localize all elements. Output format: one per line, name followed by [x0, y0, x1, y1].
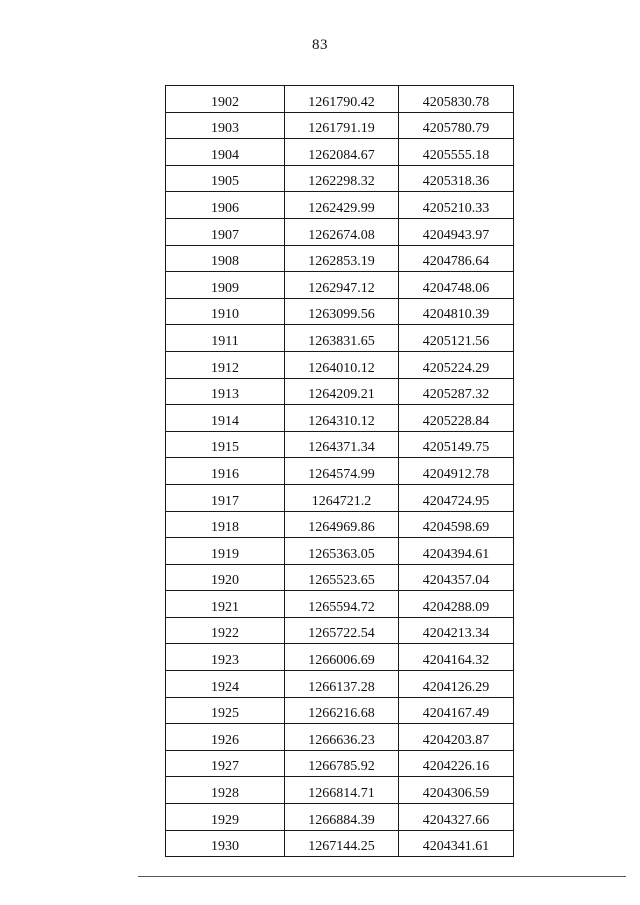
x-coordinate-cell: 1266814.71	[285, 777, 399, 804]
page-number: 83	[312, 37, 328, 53]
point-id-cell: 1902	[166, 86, 285, 113]
point-id-cell: 1919	[166, 538, 285, 565]
point-id-cell: 1917	[166, 484, 285, 511]
y-coordinate-cell: 4205210.33	[399, 192, 514, 219]
point-id-cell: 1907	[166, 218, 285, 245]
table-row	[166, 617, 514, 644]
table-row	[166, 697, 514, 724]
y-coordinate-cell: 4204810.39	[399, 298, 514, 325]
table-body	[166, 86, 514, 857]
y-coordinate-cell: 4205287.32	[399, 378, 514, 405]
table-row	[166, 538, 514, 565]
x-coordinate-cell: 1264010.12	[285, 351, 399, 378]
y-coordinate-cell: 4204724.95	[399, 484, 514, 511]
y-coordinate-cell: 4204213.34	[399, 617, 514, 644]
table-row	[166, 272, 514, 299]
x-coordinate-cell: 1261790.42	[285, 86, 399, 113]
x-coordinate-cell: 1266636.23	[285, 724, 399, 751]
table-row	[166, 431, 514, 458]
point-id-cell: 1905	[166, 165, 285, 192]
x-coordinate-cell: 1264969.86	[285, 511, 399, 538]
x-coordinate-cell: 1264574.99	[285, 458, 399, 485]
x-coordinate-cell: 1263831.65	[285, 325, 399, 352]
y-coordinate-cell: 4204226.16	[399, 750, 514, 777]
y-coordinate-cell: 4204164.32	[399, 644, 514, 671]
point-id-cell: 1909	[166, 272, 285, 299]
point-id-cell: 1914	[166, 405, 285, 432]
point-id-cell: 1923	[166, 644, 285, 671]
table-row	[166, 378, 514, 405]
x-coordinate-cell: 1265363.05	[285, 538, 399, 565]
x-coordinate-cell: 1264371.34	[285, 431, 399, 458]
point-id-cell: 1926	[166, 724, 285, 751]
y-coordinate-cell: 4204288.09	[399, 591, 514, 618]
y-coordinate-cell: 4205224.29	[399, 351, 514, 378]
x-coordinate-cell: 1265523.65	[285, 564, 399, 591]
y-coordinate-cell: 4204203.87	[399, 724, 514, 751]
table-row	[166, 139, 514, 166]
table-row	[166, 484, 514, 511]
x-coordinate-cell: 1261791.19	[285, 112, 399, 139]
x-coordinate-cell: 1267144.25	[285, 830, 399, 857]
y-coordinate-cell: 4204357.04	[399, 564, 514, 591]
y-coordinate-cell: 4204167.49	[399, 697, 514, 724]
x-coordinate-cell: 1264721.2	[285, 484, 399, 511]
table-row	[166, 724, 514, 751]
point-id-cell: 1912	[166, 351, 285, 378]
y-coordinate-cell: 4204306.59	[399, 777, 514, 804]
y-coordinate-cell: 4204786.64	[399, 245, 514, 272]
table-row	[166, 86, 514, 113]
x-coordinate-cell: 1265722.54	[285, 617, 399, 644]
y-coordinate-cell: 4204748.06	[399, 272, 514, 299]
y-coordinate-cell: 4204126.29	[399, 671, 514, 698]
table-row	[166, 804, 514, 831]
point-id-cell: 1906	[166, 192, 285, 219]
x-coordinate-cell: 1262298.32	[285, 165, 399, 192]
x-coordinate-cell: 1262084.67	[285, 139, 399, 166]
x-coordinate-cell: 1266137.28	[285, 671, 399, 698]
table-row	[166, 830, 514, 857]
table-row	[166, 591, 514, 618]
point-id-cell: 1908	[166, 245, 285, 272]
table-row	[166, 750, 514, 777]
point-id-cell: 1930	[166, 830, 285, 857]
point-id-cell: 1927	[166, 750, 285, 777]
point-id-cell: 1925	[166, 697, 285, 724]
y-coordinate-cell: 4204912.78	[399, 458, 514, 485]
table-row	[166, 165, 514, 192]
table-row	[166, 671, 514, 698]
table-row	[166, 351, 514, 378]
y-coordinate-cell: 4204943.97	[399, 218, 514, 245]
x-coordinate-cell: 1263099.56	[285, 298, 399, 325]
x-coordinate-cell: 1262853.19	[285, 245, 399, 272]
point-id-cell: 1921	[166, 591, 285, 618]
table-row	[166, 644, 514, 671]
table-row	[166, 458, 514, 485]
table-row	[166, 112, 514, 139]
y-coordinate-cell: 4204341.61	[399, 830, 514, 857]
table-row	[166, 325, 514, 352]
x-coordinate-cell: 1266884.39	[285, 804, 399, 831]
point-id-cell: 1929	[166, 804, 285, 831]
y-coordinate-cell: 4205149.75	[399, 431, 514, 458]
x-coordinate-cell: 1266785.92	[285, 750, 399, 777]
y-coordinate-cell: 4204598.69	[399, 511, 514, 538]
x-coordinate-cell: 1266216.68	[285, 697, 399, 724]
y-coordinate-cell: 4205228.84	[399, 405, 514, 432]
x-coordinate-cell: 1262947.12	[285, 272, 399, 299]
table-row	[166, 405, 514, 432]
table-row	[166, 777, 514, 804]
y-coordinate-cell: 4205318.36	[399, 165, 514, 192]
table-row	[166, 511, 514, 538]
point-id-cell: 1918	[166, 511, 285, 538]
y-coordinate-cell: 4205830.78	[399, 86, 514, 113]
x-coordinate-cell: 1265594.72	[285, 591, 399, 618]
point-id-cell: 1928	[166, 777, 285, 804]
point-id-cell: 1924	[166, 671, 285, 698]
table-row	[166, 218, 514, 245]
point-id-cell: 1920	[166, 564, 285, 591]
table-row	[166, 298, 514, 325]
x-coordinate-cell: 1264310.12	[285, 405, 399, 432]
point-id-cell: 1910	[166, 298, 285, 325]
bottom-rule	[138, 876, 626, 877]
y-coordinate-cell: 4205780.79	[399, 112, 514, 139]
y-coordinate-cell: 4204394.61	[399, 538, 514, 565]
point-id-cell: 1913	[166, 378, 285, 405]
point-id-cell: 1903	[166, 112, 285, 139]
point-id-cell: 1922	[166, 617, 285, 644]
table-row	[166, 192, 514, 219]
x-coordinate-cell: 1264209.21	[285, 378, 399, 405]
x-coordinate-cell: 1262674.08	[285, 218, 399, 245]
point-id-cell: 1916	[166, 458, 285, 485]
table-row	[166, 245, 514, 272]
y-coordinate-cell: 4205555.18	[399, 139, 514, 166]
table-row	[166, 564, 514, 591]
x-coordinate-cell: 1262429.99	[285, 192, 399, 219]
y-coordinate-cell: 4204327.66	[399, 804, 514, 831]
point-id-cell: 1904	[166, 139, 285, 166]
y-coordinate-cell: 4205121.56	[399, 325, 514, 352]
coordinates-table	[165, 85, 514, 857]
x-coordinate-cell: 1266006.69	[285, 644, 399, 671]
point-id-cell: 1911	[166, 325, 285, 352]
point-id-cell: 1915	[166, 431, 285, 458]
